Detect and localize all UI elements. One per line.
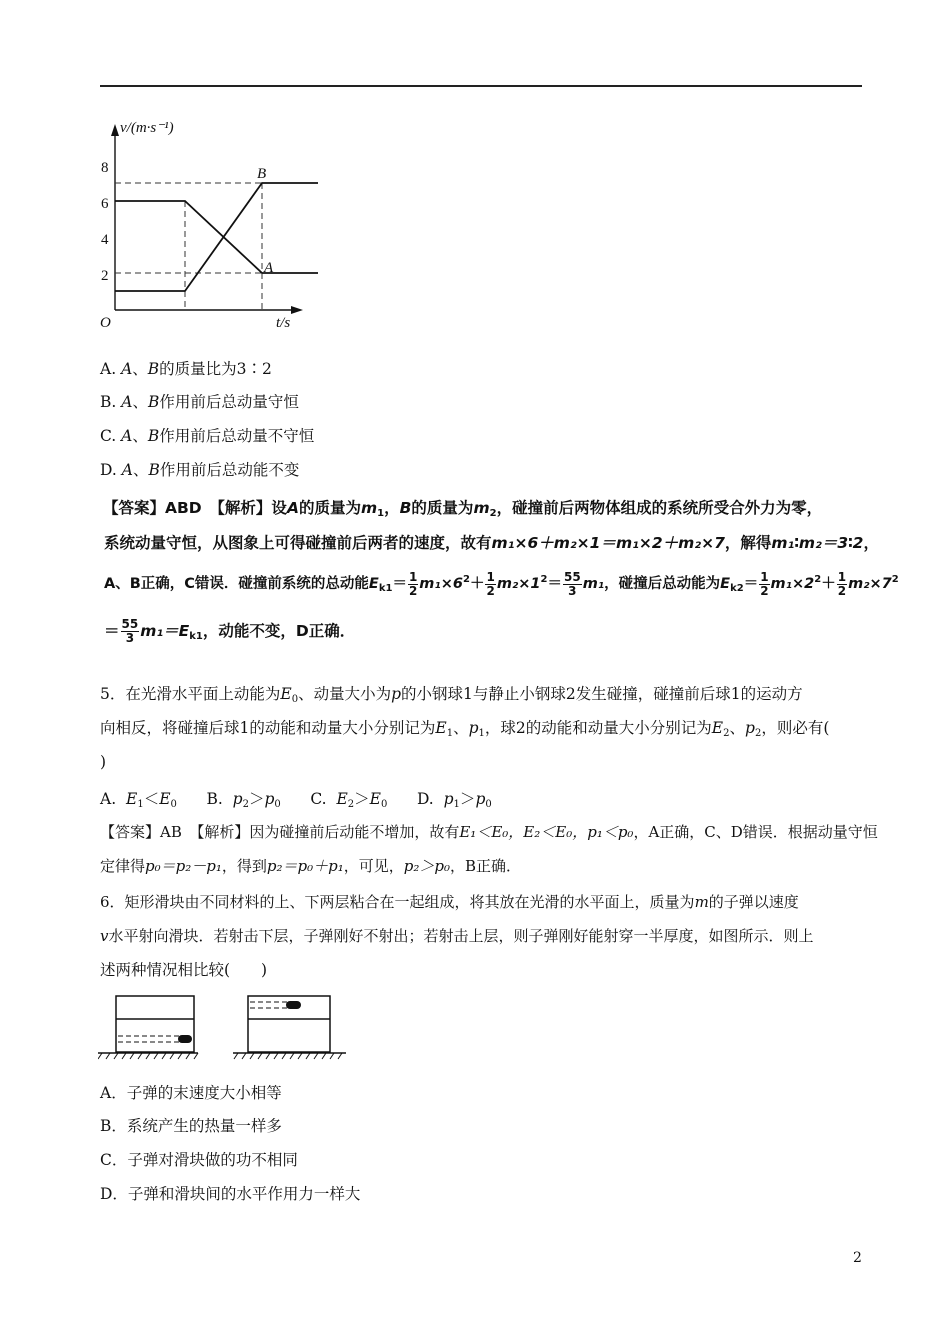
q4-option-d: D. A、B作用前后总动能不变 [100,461,300,479]
y-axis-arrow-icon [111,124,119,136]
q5-answer-line1: 【答案】AB 【解析】因为碰撞前后动能不增加，故有E₁＜E₀，E₂＜E₀，p₁＜p₀，A正确，C、D错误．根据动量守恒 [100,823,878,841]
q5-options [100,789,492,815]
page-number: 2 [853,1250,862,1266]
origin-label: O [100,315,111,331]
q6-option-b: B．系统产生的热量一样多 [100,1117,282,1135]
y-tick-6: 6 [101,196,109,212]
bullet-block-figure [98,992,348,1062]
fraction-55-3: $\frac{55}{3}$ [121,617,139,645]
q5-line2: 向相反，将碰撞后球1的动能和动量大小分别记为$E_1$、$p_1$，球2的动能和动量大小分别记为$E_2$、$p_2$，则必有( [100,719,830,739]
q6-option-d: D．子弹和滑块间的水平作用力一样大 [100,1185,361,1203]
q4-option-c: C. A、B作用前后总动量不守恒 [100,427,315,445]
q4-option-a: A. A、B的质量比为3∶2 [100,360,272,378]
q4-answer-line3: A、B正确，C错误．碰撞前系统的总动能$E_{k1}=$ $\frac{1}{2}$ $m_1\times 6^2+$ $\frac{1}{2}$ $m_2\times 1^2=$ $\frac{55}{3}$ m₁，碰撞后总动能为$E_{k2}=$ $\frac{1}{2}$ $m_1\times 2^2+$ $\frac{1}{2}$ $m_2\times 7^2$ [104,569,899,598]
fraction-half: $\frac{1}{2}$ [837,569,847,598]
y-tick-8: 8 [101,160,109,176]
q6-line2: v水平射向滑块．若射击下层，子弹刚好不射出；若射击上层，则子弹刚好能射穿一半厚度，如图所示．则上 [100,927,814,945]
q5-option-c: C. $E_2>E_0$ [310,790,388,810]
fraction-half: $\frac{1}{2}$ [408,569,418,598]
q6-line1: 6．矩形滑块由不同材料的上、下两层粘合在一起组成，将其放在光滑的水平面上，质量为m的子弹以速度 [100,893,799,911]
x-axis-arrow-icon [291,306,303,314]
header-rule [100,85,862,87]
x-axis-label: t/s [276,315,291,331]
q6-line3: 述两种情况相比较( ) [100,961,268,979]
y-tick-4: 4 [101,232,109,248]
velocity-time-graph [90,110,320,335]
q4-option-b: B. A、B作用前后总动量守恒 [100,393,299,411]
q4-answer-line1: 【答案】ABD 【解析】设A的质量为$m_1$，B的质量为$m_2$，碰撞前后两物体组成的系统所受合外力为零， [103,499,823,519]
q6-option-c: C．子弹对滑块做的功不相同 [100,1151,298,1169]
block-lower-shot [98,996,198,1059]
q5-option-d: D. $p_1>p_0$ [416,790,492,810]
y-tick-2: 2 [101,268,109,284]
point-a-label: A [264,260,274,276]
line-a [115,201,318,273]
fraction-half: $\frac{1}{2}$ [486,569,495,598]
q5-option-b: B. $p_2>p_0$ [206,790,281,810]
q5-answer-line2: 定律得p₀＝p₂－p₁，得到p₂＝p₀＋p₁，可见，p₂＞p₀，B正确． [100,857,522,875]
point-b-label: B [257,166,267,182]
y-axis-label: v/(m·s⁻¹) [120,120,174,136]
q5-option-a: A. $E_1<E_0$ [100,790,177,810]
fraction-half: $\frac{1}{2}$ [760,569,769,598]
q4-answer-line4: ＝ $\frac{55}{3}$ $m_1=E_{k1}$，动能不变，D正确． [104,617,356,645]
q5-line1: 5．在光滑水平面上动能为$E_0$、动量大小为p的小钢球1与静止小钢球2发生碰撞，碰撞前后球1的运动方 [100,685,803,705]
q6-option-a: A．子弹的末速度大小相等 [100,1084,282,1102]
block-upper-shot [233,996,346,1059]
fraction-55-3: $\frac{55}{3}$ [564,569,581,598]
bullet-icon [178,1035,192,1043]
bullet-icon [286,1001,301,1009]
q4-answer-line2: 系统动量守恒，从图象上可得碰撞前后两者的速度，故有m₁×6＋m₂×1＝m₁×2＋m₂×7，解得m₁∶m₂＝3∶2， [104,534,879,552]
q5-line3: ) [100,753,107,771]
line-b [115,183,318,291]
